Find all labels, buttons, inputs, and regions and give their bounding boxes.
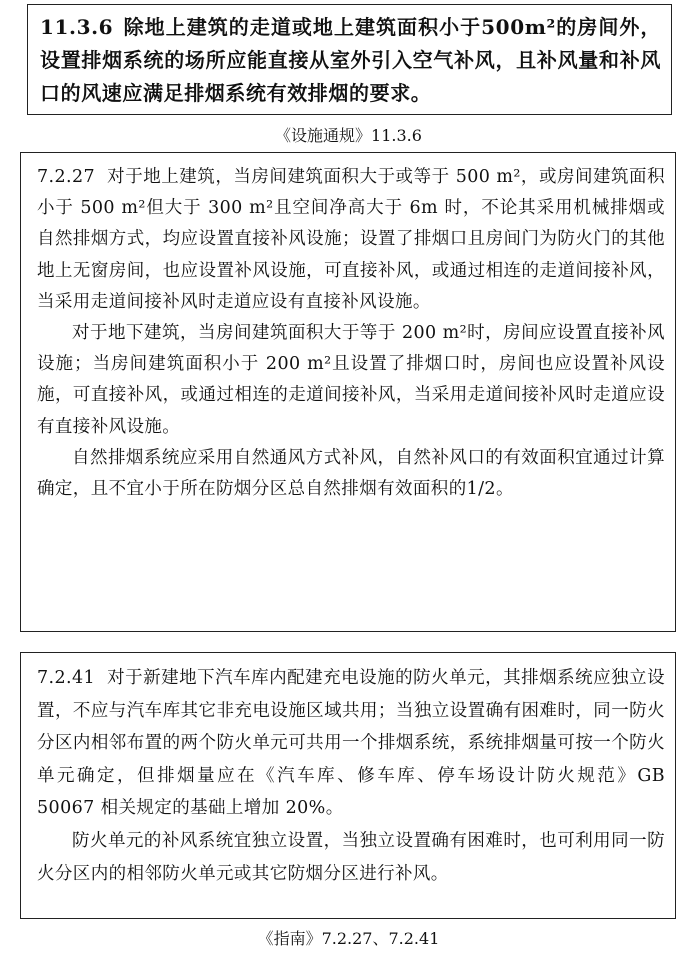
clause-7-2-41-number: 7.2.41 bbox=[37, 668, 96, 688]
clause-7-2-41-paragraph-2: 防火单元的补风系统宜独立设置，当独立设置确有困难时，也可利用同一防火分区内的相邻防火单元或其它防烟分区进行补风。 bbox=[37, 830, 665, 884]
caption-guide: 《指南》7.2.27、7.2.41 bbox=[257, 929, 440, 948]
clause-11-3-6-box bbox=[27, 4, 672, 115]
clause-7-2-27-paragraph-3: 自然排烟系统应采用自然通风方式补风，自然补风口的有效面积宜通过计算确定，且不宜小于所在防烟分区总自然排烟有效面积的1/2。 bbox=[37, 447, 665, 500]
caption-facility-code: 《设施通规》11.3.6 bbox=[275, 126, 422, 145]
clause-11-3-6-text: 除地上建筑的走道或地上建筑面积小于500m²的房间外，设置排烟系统的场所应能直接从室外引入空气补风，且补风量和补风口的风速应满足排烟系统有效排烟的要求。 bbox=[40, 15, 661, 105]
clause-11-3-6-paragraph bbox=[40, 11, 661, 110]
clause-11-3-6-number: 11.3.6 bbox=[40, 15, 114, 39]
clause-7-2-27-paragraph-1 bbox=[37, 162, 665, 318]
clause-7-2-41-box bbox=[20, 652, 676, 919]
clause-7-2-27-box bbox=[20, 152, 676, 632]
clause-7-2-41-paragraph-1 bbox=[37, 662, 665, 825]
clause-7-2-41-text-1: 对于新建地下汽车库内配建充电设施的防火单元，其排烟系统应独立设置，不应与汽车库其它非充电设施区域共用；当独立设置确有困难时，同一防火分区内相邻布置的两个防火单元可共用一个排烟系统，系统排烟量可按一个防火单元确定，但排烟量应在《汽车库、修车库、停车场设计防火规范》GB 50067 相关规定的基础上增加 20%。 bbox=[37, 668, 665, 819]
clause-7-2-27-text-1: 对于地上建筑，当房间建筑面积大于或等于 500 m²，或房间建筑面积小于 500 m²但大于 300 m²且空间净高大于 6m 时，不论其采用机械排烟或自然排烟方式，均应设置直接补风设施；设置了排烟口且房间门为防火门的其他地上无窗房间，也应设置补风设施，可直接补风，或通过相连的走道间接补风，当采用走道间接补风时走道应设有直接补风设施。 bbox=[37, 167, 665, 312]
clause-7-2-27-paragraph-2: 对于地下建筑，当房间建筑面积大于等于 200 m²时，房间应设置直接补风设施；当房间建筑面积小于 200 m²且设置了排烟口时，房间也应设置补风设施，可直接补风，或通过相连的走道间接补风，当采用走道间接补风时走道应设有直接补风设施。 bbox=[37, 323, 665, 437]
clause-7-2-27-number: 7.2.27 bbox=[37, 167, 96, 187]
